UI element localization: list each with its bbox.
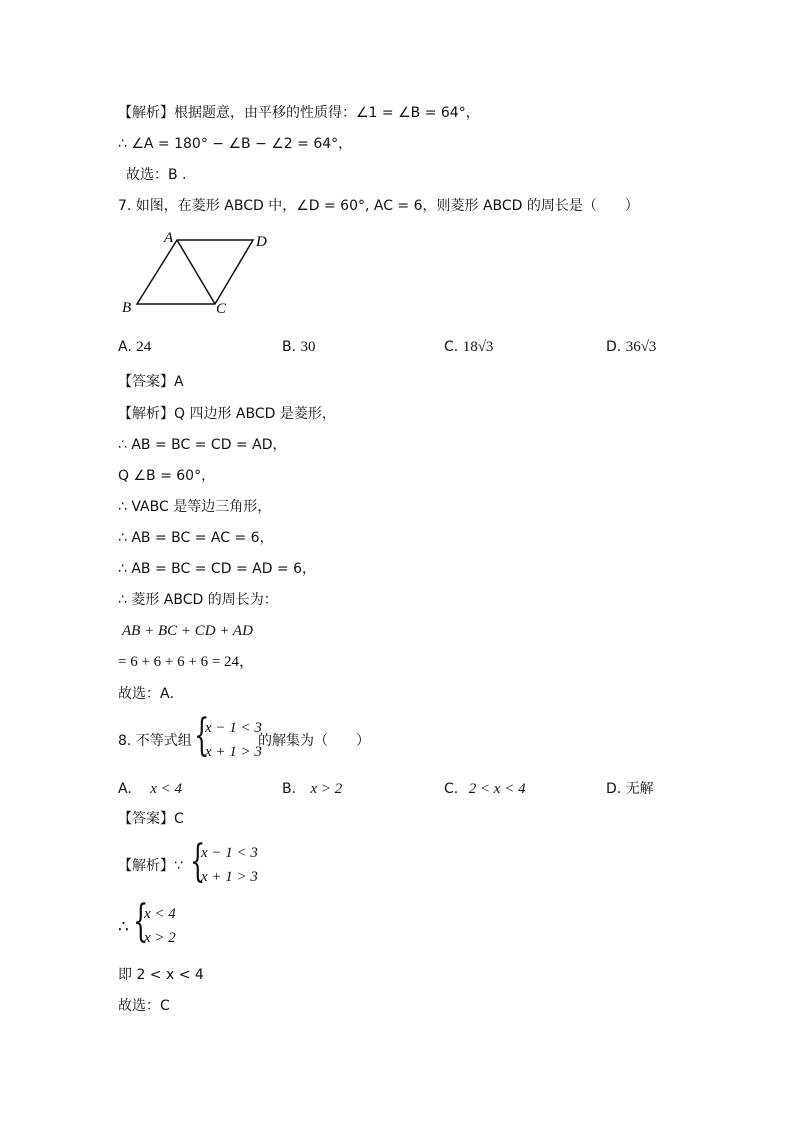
q8-stem-prefix: 8. 不等式组 (118, 733, 192, 749)
q7-option-c[interactable] (444, 338, 493, 356)
q8-stem-suffix: 的解集为（ ） (258, 733, 370, 749)
q7-solution-line7: ∴ 菱形 ABCD 的周长为： (118, 592, 278, 608)
option-value: x > 2 (310, 781, 343, 797)
q7-solution-line6: ∴ AB = BC = CD = AD = 6， (118, 561, 317, 577)
q8-system (205, 716, 262, 764)
q8-solution-inequality-2: x + 1 > 3 (201, 869, 258, 885)
q8-therefore-brace: { (133, 896, 149, 947)
q7-option-d[interactable] (606, 338, 656, 356)
sol6-line1: 【解析】根据题意，由平移的性质得：∠1 = ∠B = 64°， (118, 105, 480, 121)
therefore-symbol: ∴ (118, 917, 129, 937)
option-value: 24 (136, 339, 152, 355)
q8-solution-system (201, 841, 258, 889)
rhombus-figure (115, 228, 285, 318)
diagonal-ac (177, 240, 215, 304)
q8-option-d[interactable] (606, 780, 654, 798)
rhombus-outline (137, 240, 253, 304)
option-value: x < 4 (150, 781, 183, 797)
option-letter: B. (282, 781, 297, 797)
q7-option-b[interactable] (282, 338, 316, 356)
q8-option-c[interactable] (444, 780, 526, 798)
q8-solution-prefix: 【解析】∵ (118, 858, 183, 874)
q7-solution-line9: = 6 + 6 + 6 + 6 = 24， (118, 654, 255, 670)
option-value: 18√3 (462, 339, 494, 355)
q8-result: 即 2 < x < 4 (118, 967, 204, 983)
option-value: 2 < x < 4 (468, 781, 526, 797)
q7-solution-line8: AB + BC + CD + AD (122, 623, 253, 639)
option-letter: D. (606, 781, 622, 797)
q8-option-b[interactable] (282, 780, 342, 798)
q8-answer: 【答案】C (118, 811, 184, 827)
q8-therefore-inequality-2: x > 2 (144, 930, 176, 946)
option-value: 无解 (625, 781, 654, 797)
q8-solution-inequality-1: x − 1 < 3 (201, 845, 258, 861)
option-letter: A. (118, 339, 132, 355)
label-d: D (256, 234, 267, 250)
sol6-line2: ∴ ∠A = 180° − ∠B − ∠2 = 64°， (118, 136, 353, 152)
q8-inequality-1: x − 1 < 3 (205, 720, 262, 736)
label-b: B (122, 300, 132, 316)
q7-stem: 7. 如图，在菱形 ABCD 中，∠D = 60°, AC = 6，则菱形 ABCD 的周长是（ ） (118, 198, 639, 214)
q7-solution-line4: ∴ VABC 是等边三角形， (118, 499, 272, 515)
q8-solution-brace: { (190, 836, 206, 887)
q7-solution-line5: ∴ AB = BC = AC = 6， (118, 530, 274, 546)
q8-therefore-inequality-1: x < 4 (144, 906, 176, 922)
option-letter: A. (118, 781, 132, 797)
option-value: 30 (300, 339, 316, 355)
q7-answer: 【答案】A (118, 374, 184, 390)
q7-solution-line3: Q ∠B = 60°， (118, 468, 216, 484)
option-letter: C. (444, 339, 459, 355)
label-a: A (164, 230, 174, 246)
q7-solution-line10: 故选：A． (118, 686, 184, 702)
q8-final: 故选：C (118, 998, 170, 1014)
option-letter: D. (606, 339, 622, 355)
q7-solution-line2: ∴ AB = BC = CD = AD， (118, 437, 287, 453)
q8-option-a[interactable] (118, 780, 182, 798)
q8-brace: { (194, 710, 210, 761)
option-letter: C. (444, 781, 459, 797)
sol6-line3: 故选：B . (126, 167, 187, 183)
label-c: C (216, 301, 227, 317)
q7-solution-line1: 【解析】Q 四边形 ABCD 是菱形， (118, 406, 336, 422)
q8-therefore-system (144, 902, 176, 950)
q7-option-a[interactable] (118, 338, 151, 356)
option-letter: B. (282, 339, 297, 355)
q8-inequality-2: x + 1 > 3 (205, 744, 262, 760)
option-value: 36√3 (625, 339, 657, 355)
